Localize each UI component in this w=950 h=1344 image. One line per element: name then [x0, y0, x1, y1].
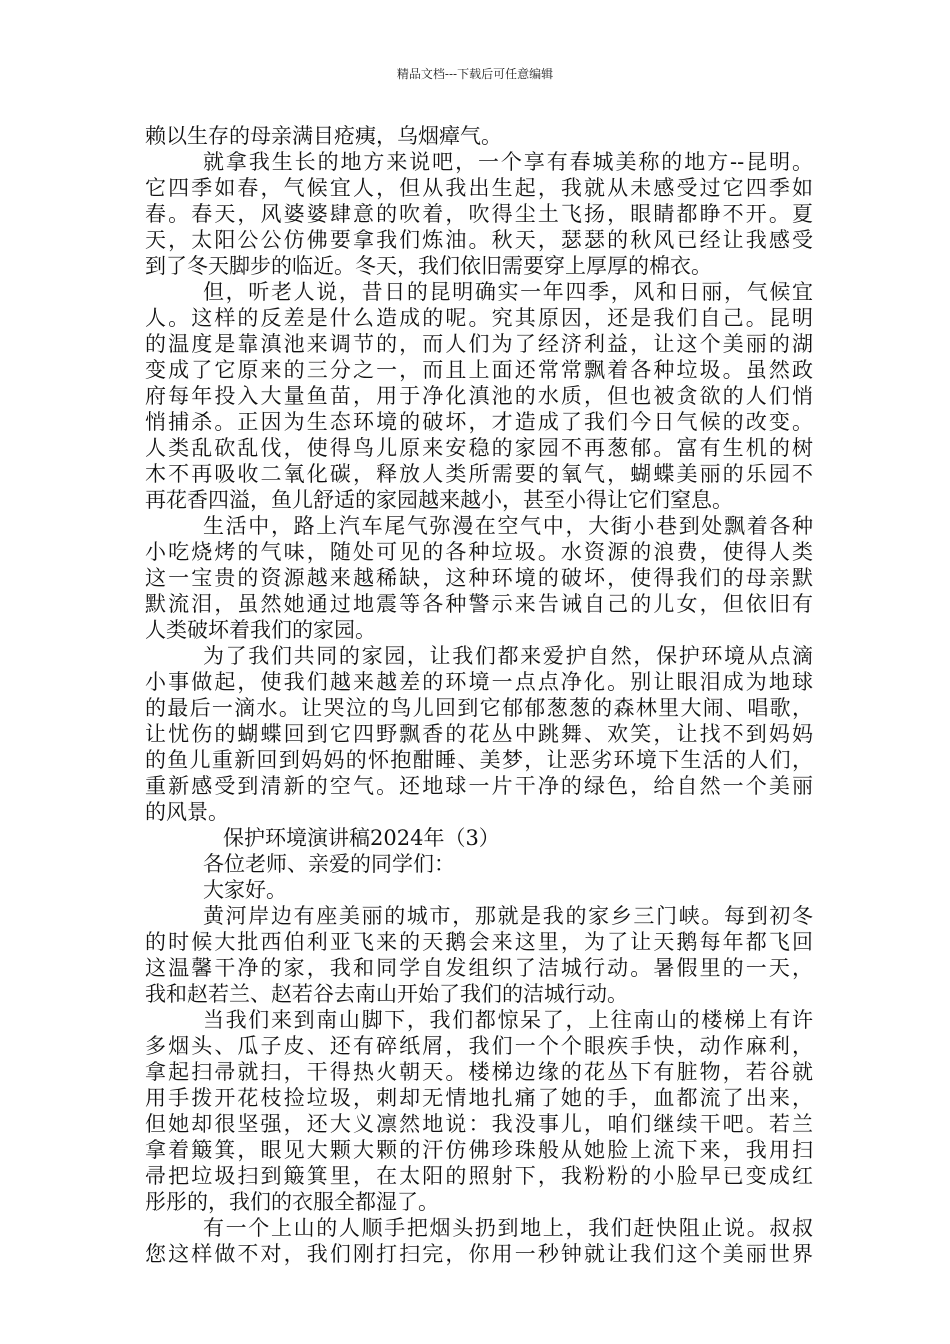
- text-line: 黄河岸边有座美丽的城市，那就是我的家乡三门峡。每到初冬: [203, 904, 813, 928]
- text-line: 再花香四溢，鱼儿舒适的家园越来越小，甚至小得让它们窒息。: [145, 488, 733, 512]
- text-line: 到了冬天脚步的临近。冬天，我们依旧需要穿上厚厚的棉衣。: [145, 254, 712, 278]
- text-line: 用手拨开花枝捡垃圾，刺却无情地扎痛了她的手，血都流了出来，: [145, 1086, 813, 1110]
- text-line: 当我们来到南山脚下，我们都惊呆了，上往南山的楼梯上有许: [203, 1008, 813, 1032]
- text-line: 人。这样的反差是什么造成的呢。究其原因，还是我们自己。昆明: [145, 306, 813, 330]
- text-line: 小事做起，使我们越来越差的环境一点点净化。别让眼泪成为地球: [145, 670, 813, 694]
- text-line: 您这样做不对，我们刚打扫完，你用一秒钟就让我们这个美丽世界: [145, 1242, 813, 1266]
- text-line: 小吃烧烤的气味，随处可见的各种垃圾。水资源的浪费，使得人类: [145, 540, 813, 564]
- page-header: 精品文档---下载后可任意编辑: [396, 67, 554, 81]
- text-line: 默流泪，虽然她通过地震等各种警示来告诫自己的儿女，但依旧有: [145, 592, 813, 616]
- text-line: 彤彤的，我们的衣服全都湿了。: [145, 1190, 439, 1214]
- text-line: 赖以生存的母亲满目疮痍，乌烟瘴气。: [145, 124, 502, 148]
- text-line: 人类破坏着我们的家园。: [145, 618, 376, 642]
- text-line: 我和赵若兰、赵若谷去南山开始了我们的洁城行动。: [145, 982, 628, 1006]
- text-line: 帚把垃圾扫到簸箕里，在太阳的照射下，我粉粉的小脸早已变成红: [145, 1164, 813, 1188]
- text-line: 大家好。: [203, 878, 287, 902]
- text-line: 的时候大批西伯利亚飞来的天鹅会来这里，为了让天鹅每年都飞回: [145, 930, 813, 954]
- text-line: 的温度是靠滇池来调节的，而人们为了经济利益，让这个美丽的湖: [145, 332, 813, 356]
- text-line: 的风景。: [145, 800, 229, 824]
- text-line: 为了我们共同的家园，让我们都来爱护自然，保护环境从点滴: [203, 644, 813, 668]
- text-line: 木不再吸收二氧化碳，释放人类所需要的氧气，蝴蝶美丽的乐园不: [145, 462, 813, 486]
- text-line: 人类乱砍乱伐，使得鸟儿原来安稳的家园不再葱郁。富有生机的树: [145, 436, 813, 460]
- text-line: 多烟头、瓜子皮、还有碎纸屑，我们一个个眼疾手快，动作麻利，: [145, 1034, 813, 1058]
- text-line: 悄捕杀。正因为生态环境的破坏，才造成了我们今日气候的改变。: [145, 410, 813, 434]
- text-line: 这温馨干净的家，我和同学自发组织了洁城行动。暑假里的一天，: [145, 956, 813, 980]
- text-line: 拿着簸箕，眼见大颗大颗的汗仿佛珍珠般从她脸上流下来，我用扫: [145, 1138, 813, 1162]
- text-line: 的最后一滴水。让哭泣的鸟儿回到它郁郁葱葱的森林里大闹、唱歌，: [145, 696, 813, 720]
- text-line: 就拿我生长的地方来说吧，一个享有春城美称的地方--昆明。: [203, 150, 813, 174]
- text-line: 生活中，路上汽车尾气弥漫在空气中，大街小巷到处飘着各种: [203, 514, 813, 538]
- text-line: 的鱼儿重新回到妈妈的怀抱酣睡、美梦，让恶劣环境下生活的人们，: [145, 748, 813, 772]
- text-line: 拿起扫帚就扫，干得热火朝天。楼梯边缘的花丛下有脏物，若谷就: [145, 1060, 813, 1084]
- document-body: [145, 123, 813, 1267]
- text-line: 变成了它原来的三分之一，而且上面还常常飘着各种垃圾。虽然政: [145, 358, 813, 382]
- text-line: 春。春天，风婆婆肆意的吹着，吹得尘土飞扬，眼睛都睁不开。夏: [145, 202, 813, 226]
- text-line: 府每年投入大量鱼苗，用于净化滇池的水质，但也被贪欲的人们悄: [145, 384, 813, 408]
- text-line: 天，太阳公公仿佛要拿我们炼油。秋天，瑟瑟的秋风已经让我感受: [145, 228, 813, 252]
- text-line: 但她却很坚强，还大义凛然地说：我没事儿，咱们继续干吧。若兰: [145, 1112, 813, 1136]
- text-line: 这一宝贵的资源越来越稀缺，这种环境的破坏，使得我们的母亲默: [145, 566, 813, 590]
- text-line: 重新感受到清新的空气。还地球一片干净的绿色，给自然一个美丽: [145, 774, 813, 798]
- text-line: 各位老师、亲爱的同学们：: [203, 852, 455, 876]
- text-line: 让忧伤的蝴蝶回到它四野飘香的花丛中跳舞、欢笑，让找不到妈妈: [145, 722, 813, 746]
- text-line: 保护环境演讲稿2024年（3）: [223, 826, 500, 850]
- text-line: 但，听老人说，昔日的昆明确实一年四季，风和日丽，气候宜: [203, 280, 813, 304]
- text-line: 有一个上山的人顺手把烟头扔到地上，我们赶快阻止说。叔叔: [203, 1216, 813, 1240]
- text-line: 它四季如春，气候宜人，但从我出生起，我就从未感受过它四季如: [145, 176, 813, 200]
